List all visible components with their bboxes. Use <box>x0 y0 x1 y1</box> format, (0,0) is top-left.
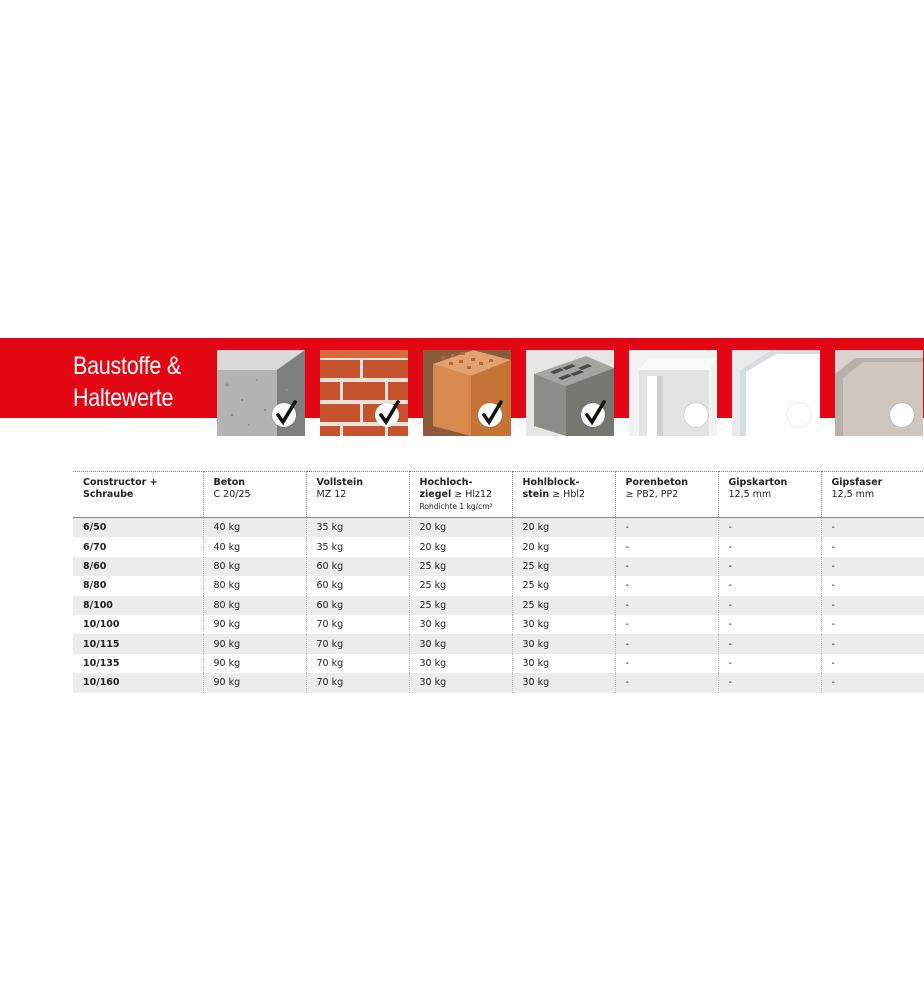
load-value-cell: 30 kg <box>409 615 512 634</box>
header-hohlblockstein: Hohlblock- stein ≥ Hbl2 <box>512 472 615 518</box>
load-value-cell: - <box>718 596 821 615</box>
table-row <box>73 537 924 556</box>
screw-size-cell: 10/100 <box>83 619 120 631</box>
header-gipskarton: Gipskarton 12,5 mm <box>718 472 821 518</box>
beton-tile <box>217 350 305 436</box>
load-value-cell: - <box>615 654 718 673</box>
load-value-cell: 90 kg <box>203 673 306 692</box>
load-value-cell: 20 kg <box>512 518 615 538</box>
screw-size-cell: 10/115 <box>73 634 203 653</box>
table-row <box>73 673 924 692</box>
screw-size-cell: 8/60 <box>73 557 203 576</box>
table-row <box>73 557 924 576</box>
load-value-cell: 30 kg <box>512 615 615 634</box>
screw-size-cell: 10/160 <box>73 673 203 692</box>
load-value-cell: 20 kg <box>512 537 615 556</box>
table-row <box>73 596 924 615</box>
load-value-cell: 25 kg <box>409 576 512 595</box>
load-value-cell: - <box>821 596 924 615</box>
table-row <box>73 576 924 595</box>
load-value-cell: - <box>821 557 924 576</box>
porenbeton-tile <box>629 350 717 436</box>
load-value-cell: - <box>821 654 924 673</box>
load-value-cell: 25 kg <box>512 596 615 615</box>
load-value-cell: - <box>821 673 924 692</box>
vollstein-tile <box>320 350 408 436</box>
load-value-cell: 25 kg <box>409 596 512 615</box>
table-row <box>73 654 924 673</box>
load-value-cell: 70 kg <box>306 673 409 692</box>
screw-size-cell: 10/135 <box>83 657 120 669</box>
load-value-cell: - <box>821 615 924 634</box>
banner-title <box>73 350 181 414</box>
header-porenbeton: Porenbeton ≥ PB2, PP2 <box>615 472 718 518</box>
load-value-cell: - <box>718 537 821 556</box>
load-value-cell: 20 kg <box>409 518 512 538</box>
hohlblockstein-tile <box>526 350 614 436</box>
screw-size-cell: 6/50 <box>73 518 203 538</box>
load-value-cell: - <box>718 557 821 576</box>
load-value-cell: - <box>821 518 924 538</box>
header-constructor: Constructor + Schraube <box>73 472 203 518</box>
hochlochziegel-tile <box>423 350 511 436</box>
load-value-cell: 70 kg <box>306 634 409 653</box>
load-value-cell: - <box>615 596 718 615</box>
table-row <box>73 518 924 538</box>
screw-size-cell: 8/100 <box>73 596 203 615</box>
load-value-cell: 90 kg <box>203 654 306 673</box>
table-row <box>73 615 924 634</box>
gipsfaser-tile <box>835 350 923 436</box>
screw-size-cell: 6/70 <box>83 541 107 553</box>
banner-title-line2: Haltewerte <box>73 384 174 412</box>
load-value-cell: 60 kg <box>306 557 409 576</box>
load-value-cell: 80 kg <box>203 557 306 576</box>
load-value-cell: - <box>821 537 924 556</box>
check-icon <box>375 403 399 427</box>
empty-circle-icon <box>787 403 811 427</box>
load-value-cell: 30 kg <box>409 654 512 673</box>
load-value-cell: 60 kg <box>306 596 409 615</box>
header-gipsfaser: Gipsfaser 12,5 mm <box>821 472 924 518</box>
header-beton: Beton C 20/25 <box>203 472 306 518</box>
load-value-cell: 25 kg <box>512 557 615 576</box>
load-value-cell: - <box>615 634 718 653</box>
check-icon <box>478 403 502 427</box>
empty-circle-icon <box>684 403 708 427</box>
header-vollstein: Vollstein MZ 12 <box>306 472 409 518</box>
load-value-cell: - <box>615 537 718 556</box>
load-value-cell: 70 kg <box>306 615 409 634</box>
load-value-cell: - <box>718 634 821 653</box>
load-value-cell: - <box>718 576 821 595</box>
load-value-cell: 30 kg <box>409 634 512 653</box>
load-value-cell: - <box>718 654 821 673</box>
load-value-cell: 90 kg <box>203 634 306 653</box>
load-value-cell: 20 kg <box>409 537 512 556</box>
empty-circle-icon <box>890 403 914 427</box>
banner-title-line1: Baustoffe & <box>73 352 181 380</box>
load-value-cell: 60 kg <box>306 576 409 595</box>
load-value-cell: 30 kg <box>409 673 512 692</box>
load-value-cell: 80 kg <box>203 576 306 595</box>
load-value-cell: - <box>718 673 821 692</box>
load-values-table <box>73 471 924 693</box>
load-value-cell: - <box>718 518 821 538</box>
load-value-cell: - <box>615 518 718 538</box>
load-value-cell: 40 kg <box>203 518 306 538</box>
screw-size-cell: 8/80 <box>83 580 107 592</box>
load-value-cell: - <box>821 576 924 595</box>
load-value-cell: 40 kg <box>203 537 306 556</box>
load-value-cell: - <box>615 673 718 692</box>
load-value-cell: 25 kg <box>409 557 512 576</box>
load-value-cell: 35 kg <box>306 537 409 556</box>
check-icon <box>272 403 296 427</box>
table-row <box>73 634 924 653</box>
load-value-cell: - <box>821 634 924 653</box>
load-value-cell: 70 kg <box>306 654 409 673</box>
load-value-cell: - <box>615 576 718 595</box>
load-value-cell: 30 kg <box>512 673 615 692</box>
header-hochlochziegel: Hochloch- ziegel ≥ Hlz12 Rohdichte 1 kg/cm³ <box>409 472 512 518</box>
load-value-cell: 30 kg <box>512 634 615 653</box>
load-value-cell: 35 kg <box>306 518 409 538</box>
load-value-cell: 25 kg <box>512 576 615 595</box>
load-value-cell: 30 kg <box>512 654 615 673</box>
table-header-row <box>73 472 924 518</box>
load-value-cell: - <box>615 615 718 634</box>
load-value-cell: 90 kg <box>203 615 306 634</box>
load-value-cell: - <box>718 615 821 634</box>
gipskarton-tile <box>732 350 820 436</box>
load-value-cell: - <box>615 557 718 576</box>
check-icon <box>581 403 605 427</box>
load-value-cell: 80 kg <box>203 596 306 615</box>
